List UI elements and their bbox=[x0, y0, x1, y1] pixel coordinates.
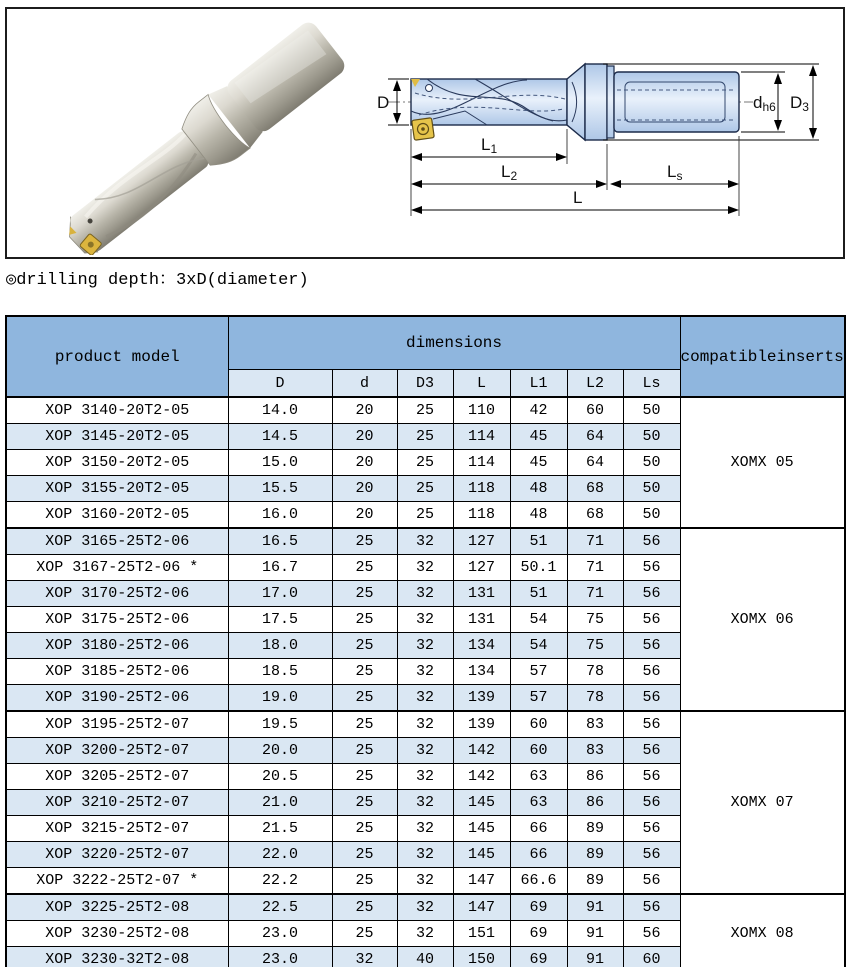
dim-cell: 15.0 bbox=[228, 450, 332, 476]
insert-cell: XOMX 06 bbox=[680, 528, 845, 711]
dim-cell: 19.5 bbox=[228, 711, 332, 738]
dim-cell: 56 bbox=[623, 842, 680, 868]
dim-cell: 25 bbox=[332, 555, 397, 581]
dim-cell: 25 bbox=[332, 528, 397, 555]
dim-cell: 57 bbox=[510, 685, 567, 712]
dim-cell: 71 bbox=[567, 555, 623, 581]
dim-cell: 32 bbox=[397, 764, 453, 790]
dim-cell: 17.5 bbox=[228, 607, 332, 633]
dim-cell: 32 bbox=[397, 659, 453, 685]
dim-cell: 50 bbox=[623, 502, 680, 529]
dim-cell: 83 bbox=[567, 711, 623, 738]
product-model-cell: XOP 3145-20T2-05 bbox=[6, 424, 228, 450]
dim-cell: 83 bbox=[567, 738, 623, 764]
dim-cell: 91 bbox=[567, 894, 623, 921]
table-row bbox=[6, 528, 845, 555]
product-model-cell: XOP 3165-25T2-06 bbox=[6, 528, 228, 555]
dim-cell: 60 bbox=[510, 738, 567, 764]
dim-cell: 68 bbox=[567, 476, 623, 502]
dim-cell: 151 bbox=[453, 921, 510, 947]
dim-cell: 25 bbox=[332, 868, 397, 895]
product-model-cell: XOP 3230-32T2-08 bbox=[6, 947, 228, 967]
dim-cell: 131 bbox=[453, 581, 510, 607]
dim-cell: 50 bbox=[623, 476, 680, 502]
product-model-cell: XOP 3155-20T2-05 bbox=[6, 476, 228, 502]
dim-cell: 23.0 bbox=[228, 921, 332, 947]
dim-cell: 69 bbox=[510, 947, 567, 967]
dim-cell: 56 bbox=[623, 764, 680, 790]
product-model-cell: XOP 3215-25T2-07 bbox=[6, 816, 228, 842]
drill-dimension-diagram bbox=[375, 37, 835, 242]
dim-cell: 18.0 bbox=[228, 633, 332, 659]
dim-cell: 89 bbox=[567, 842, 623, 868]
dim-cell: 56 bbox=[623, 581, 680, 607]
product-model-cell: XOP 3170-25T2-06 bbox=[6, 581, 228, 607]
dim-cell: 50 bbox=[623, 424, 680, 450]
dim-cell: 57 bbox=[510, 659, 567, 685]
dim-cell: 145 bbox=[453, 790, 510, 816]
col-header-L: L bbox=[453, 370, 510, 398]
product-model-cell: XOP 3195-25T2-07 bbox=[6, 711, 228, 738]
table-row bbox=[6, 894, 845, 921]
drilling-depth-note: ◎drilling depth：3xD(diameter) bbox=[6, 271, 309, 290]
dim-cell: 56 bbox=[623, 633, 680, 659]
dim-cell: 75 bbox=[567, 633, 623, 659]
dim-cell: 86 bbox=[567, 764, 623, 790]
dim-cell: 139 bbox=[453, 711, 510, 738]
dim-cell: 25 bbox=[397, 450, 453, 476]
dim-label-D: D bbox=[377, 93, 390, 112]
dim-cell: 22.0 bbox=[228, 842, 332, 868]
dim-cell: 50 bbox=[623, 450, 680, 476]
dim-cell: 56 bbox=[623, 711, 680, 738]
dim-cell: 86 bbox=[567, 790, 623, 816]
dim-cell: 32 bbox=[397, 738, 453, 764]
dim-cell: 16.5 bbox=[228, 528, 332, 555]
dim-cell: 48 bbox=[510, 502, 567, 529]
dim-cell: 25 bbox=[332, 764, 397, 790]
col-header-product-model: product model bbox=[6, 316, 228, 397]
dim-cell: 16.0 bbox=[228, 502, 332, 529]
dim-cell: 25 bbox=[332, 921, 397, 947]
table-row bbox=[6, 397, 845, 424]
dim-cell: 54 bbox=[510, 633, 567, 659]
dim-cell: 25 bbox=[332, 581, 397, 607]
drill-photo-image bbox=[11, 11, 371, 255]
dim-cell: 32 bbox=[397, 581, 453, 607]
product-model-cell: XOP 3160-20T2-05 bbox=[6, 502, 228, 529]
product-model-cell: XOP 3190-25T2-06 bbox=[6, 685, 228, 712]
dim-cell: 78 bbox=[567, 659, 623, 685]
dim-cell: 127 bbox=[453, 555, 510, 581]
product-spec-table bbox=[5, 315, 846, 967]
dim-cell: 56 bbox=[623, 790, 680, 816]
product-model-cell: XOP 3205-25T2-07 bbox=[6, 764, 228, 790]
col-header-inserts: compatibleinserts bbox=[680, 316, 845, 397]
product-model-cell: XOP 3175-25T2-06 bbox=[6, 607, 228, 633]
dim-cell: 14.5 bbox=[228, 424, 332, 450]
dim-cell: 66.6 bbox=[510, 868, 567, 895]
dim-cell: 56 bbox=[623, 816, 680, 842]
dim-cell: 32 bbox=[397, 685, 453, 712]
dim-cell: 60 bbox=[510, 711, 567, 738]
product-model-cell: XOP 3140-20T2-05 bbox=[6, 397, 228, 424]
dim-cell: 127 bbox=[453, 528, 510, 555]
insert-cell: XOMX 07 bbox=[680, 711, 845, 894]
dim-cell: 131 bbox=[453, 607, 510, 633]
dim-cell: 64 bbox=[567, 424, 623, 450]
dim-cell: 142 bbox=[453, 764, 510, 790]
dim-cell: 32 bbox=[397, 607, 453, 633]
dim-cell: 91 bbox=[567, 947, 623, 967]
dim-cell: 56 bbox=[623, 685, 680, 712]
dim-cell: 23.0 bbox=[228, 947, 332, 967]
dim-cell: 142 bbox=[453, 738, 510, 764]
dim-cell: 68 bbox=[567, 502, 623, 529]
dim-cell: 69 bbox=[510, 894, 567, 921]
dim-cell: 66 bbox=[510, 816, 567, 842]
dim-cell: 56 bbox=[623, 607, 680, 633]
dim-cell: 75 bbox=[567, 607, 623, 633]
dim-cell: 20 bbox=[332, 450, 397, 476]
dim-cell: 51 bbox=[510, 581, 567, 607]
dim-cell: 20 bbox=[332, 502, 397, 529]
dim-cell: 25 bbox=[397, 424, 453, 450]
dim-label-L1: L1 bbox=[481, 135, 498, 156]
dim-cell: 51 bbox=[510, 528, 567, 555]
dim-label-D3: D3 bbox=[790, 93, 809, 114]
col-header-d: d bbox=[332, 370, 397, 398]
dim-cell: 19.0 bbox=[228, 685, 332, 712]
dim-cell: 42 bbox=[510, 397, 567, 424]
dim-cell: 56 bbox=[623, 659, 680, 685]
dim-cell: 32 bbox=[397, 711, 453, 738]
dim-cell: 60 bbox=[623, 947, 680, 967]
dim-cell: 20.0 bbox=[228, 738, 332, 764]
figure-box bbox=[5, 7, 845, 259]
dim-cell: 25 bbox=[332, 894, 397, 921]
dim-cell: 25 bbox=[332, 738, 397, 764]
dim-cell: 25 bbox=[332, 659, 397, 685]
dim-cell: 110 bbox=[453, 397, 510, 424]
col-header-D3: D3 bbox=[397, 370, 453, 398]
dim-cell: 32 bbox=[397, 868, 453, 895]
dim-cell: 25 bbox=[332, 633, 397, 659]
col-header-L2: L2 bbox=[567, 370, 623, 398]
dim-cell: 89 bbox=[567, 868, 623, 895]
dim-cell: 18.5 bbox=[228, 659, 332, 685]
dim-cell: 32 bbox=[397, 555, 453, 581]
dim-cell: 25 bbox=[332, 842, 397, 868]
dim-cell: 54 bbox=[510, 607, 567, 633]
dim-cell: 21.5 bbox=[228, 816, 332, 842]
dim-cell: 114 bbox=[453, 450, 510, 476]
dim-cell: 45 bbox=[510, 424, 567, 450]
dim-label-Ls: Ls bbox=[667, 162, 683, 183]
dim-cell: 25 bbox=[332, 685, 397, 712]
product-model-cell: XOP 3185-25T2-06 bbox=[6, 659, 228, 685]
dim-cell: 150 bbox=[453, 947, 510, 967]
dim-cell: 32 bbox=[397, 633, 453, 659]
dim-cell: 48 bbox=[510, 476, 567, 502]
dim-cell: 15.5 bbox=[228, 476, 332, 502]
dim-cell: 71 bbox=[567, 581, 623, 607]
dim-cell: 22.2 bbox=[228, 868, 332, 895]
dim-cell: 20 bbox=[332, 397, 397, 424]
dim-cell: 25 bbox=[332, 607, 397, 633]
product-model-cell: XOP 3150-20T2-05 bbox=[6, 450, 228, 476]
dim-cell: 25 bbox=[397, 502, 453, 529]
dim-cell: 21.0 bbox=[228, 790, 332, 816]
dim-cell: 145 bbox=[453, 816, 510, 842]
dim-cell: 118 bbox=[453, 476, 510, 502]
dim-cell: 50 bbox=[623, 397, 680, 424]
dim-cell: 118 bbox=[453, 502, 510, 529]
dim-cell: 134 bbox=[453, 659, 510, 685]
dim-label-L: L bbox=[573, 188, 583, 207]
dim-cell: 147 bbox=[453, 868, 510, 895]
dim-cell: 134 bbox=[453, 633, 510, 659]
dim-cell: 25 bbox=[332, 711, 397, 738]
dim-cell: 32 bbox=[397, 921, 453, 947]
insert-cell: XOMX 05 bbox=[680, 397, 845, 528]
dim-cell: 139 bbox=[453, 685, 510, 712]
dim-cell: 25 bbox=[397, 476, 453, 502]
insert-cell: XOMX 08 bbox=[680, 894, 845, 967]
product-model-cell: XOP 3180-25T2-06 bbox=[6, 633, 228, 659]
dim-cell: 16.7 bbox=[228, 555, 332, 581]
product-model-cell: XOP 3167-25T2-06 * bbox=[6, 555, 228, 581]
dim-label-dh6: dh6 bbox=[753, 93, 776, 114]
dim-cell: 63 bbox=[510, 790, 567, 816]
table-row bbox=[6, 711, 845, 738]
dim-cell: 56 bbox=[623, 868, 680, 895]
col-header-Ls: Ls bbox=[623, 370, 680, 398]
col-header-dimensions: dimensions bbox=[228, 316, 680, 370]
dim-cell: 40 bbox=[397, 947, 453, 967]
dim-cell: 32 bbox=[397, 790, 453, 816]
dim-cell: 17.0 bbox=[228, 581, 332, 607]
dim-cell: 22.5 bbox=[228, 894, 332, 921]
dim-cell: 32 bbox=[397, 842, 453, 868]
dim-cell: 20.5 bbox=[228, 764, 332, 790]
dim-cell: 32 bbox=[397, 816, 453, 842]
dim-cell: 71 bbox=[567, 528, 623, 555]
dim-cell: 64 bbox=[567, 450, 623, 476]
product-model-cell: XOP 3200-25T2-07 bbox=[6, 738, 228, 764]
dim-cell: 14.0 bbox=[228, 397, 332, 424]
dim-cell: 32 bbox=[397, 894, 453, 921]
dim-cell: 20 bbox=[332, 424, 397, 450]
dim-cell: 89 bbox=[567, 816, 623, 842]
dim-cell: 60 bbox=[567, 397, 623, 424]
dim-cell: 56 bbox=[623, 921, 680, 947]
dim-cell: 56 bbox=[623, 894, 680, 921]
product-model-cell: XOP 3222-25T2-07 * bbox=[6, 868, 228, 895]
dim-cell: 20 bbox=[332, 476, 397, 502]
dim-cell: 114 bbox=[453, 424, 510, 450]
dim-cell: 66 bbox=[510, 842, 567, 868]
dim-cell: 78 bbox=[567, 685, 623, 712]
product-model-cell: XOP 3225-25T2-08 bbox=[6, 894, 228, 921]
dim-cell: 32 bbox=[397, 528, 453, 555]
dim-cell: 147 bbox=[453, 894, 510, 921]
dim-cell: 145 bbox=[453, 842, 510, 868]
dim-cell: 45 bbox=[510, 450, 567, 476]
dim-cell: 63 bbox=[510, 764, 567, 790]
dim-cell: 69 bbox=[510, 921, 567, 947]
dim-cell: 56 bbox=[623, 555, 680, 581]
dim-cell: 25 bbox=[397, 397, 453, 424]
dim-label-L2: L2 bbox=[501, 162, 518, 183]
col-header-L1: L1 bbox=[510, 370, 567, 398]
dim-cell: 32 bbox=[332, 947, 397, 967]
product-model-cell: XOP 3220-25T2-07 bbox=[6, 842, 228, 868]
dim-cell: 25 bbox=[332, 816, 397, 842]
product-model-cell: XOP 3210-25T2-07 bbox=[6, 790, 228, 816]
dim-cell: 56 bbox=[623, 528, 680, 555]
dim-cell: 25 bbox=[332, 790, 397, 816]
dim-cell: 56 bbox=[623, 738, 680, 764]
dim-cell: 50.1 bbox=[510, 555, 567, 581]
product-model-cell: XOP 3230-25T2-08 bbox=[6, 921, 228, 947]
dim-cell: 91 bbox=[567, 921, 623, 947]
col-header-D: D bbox=[228, 370, 332, 398]
